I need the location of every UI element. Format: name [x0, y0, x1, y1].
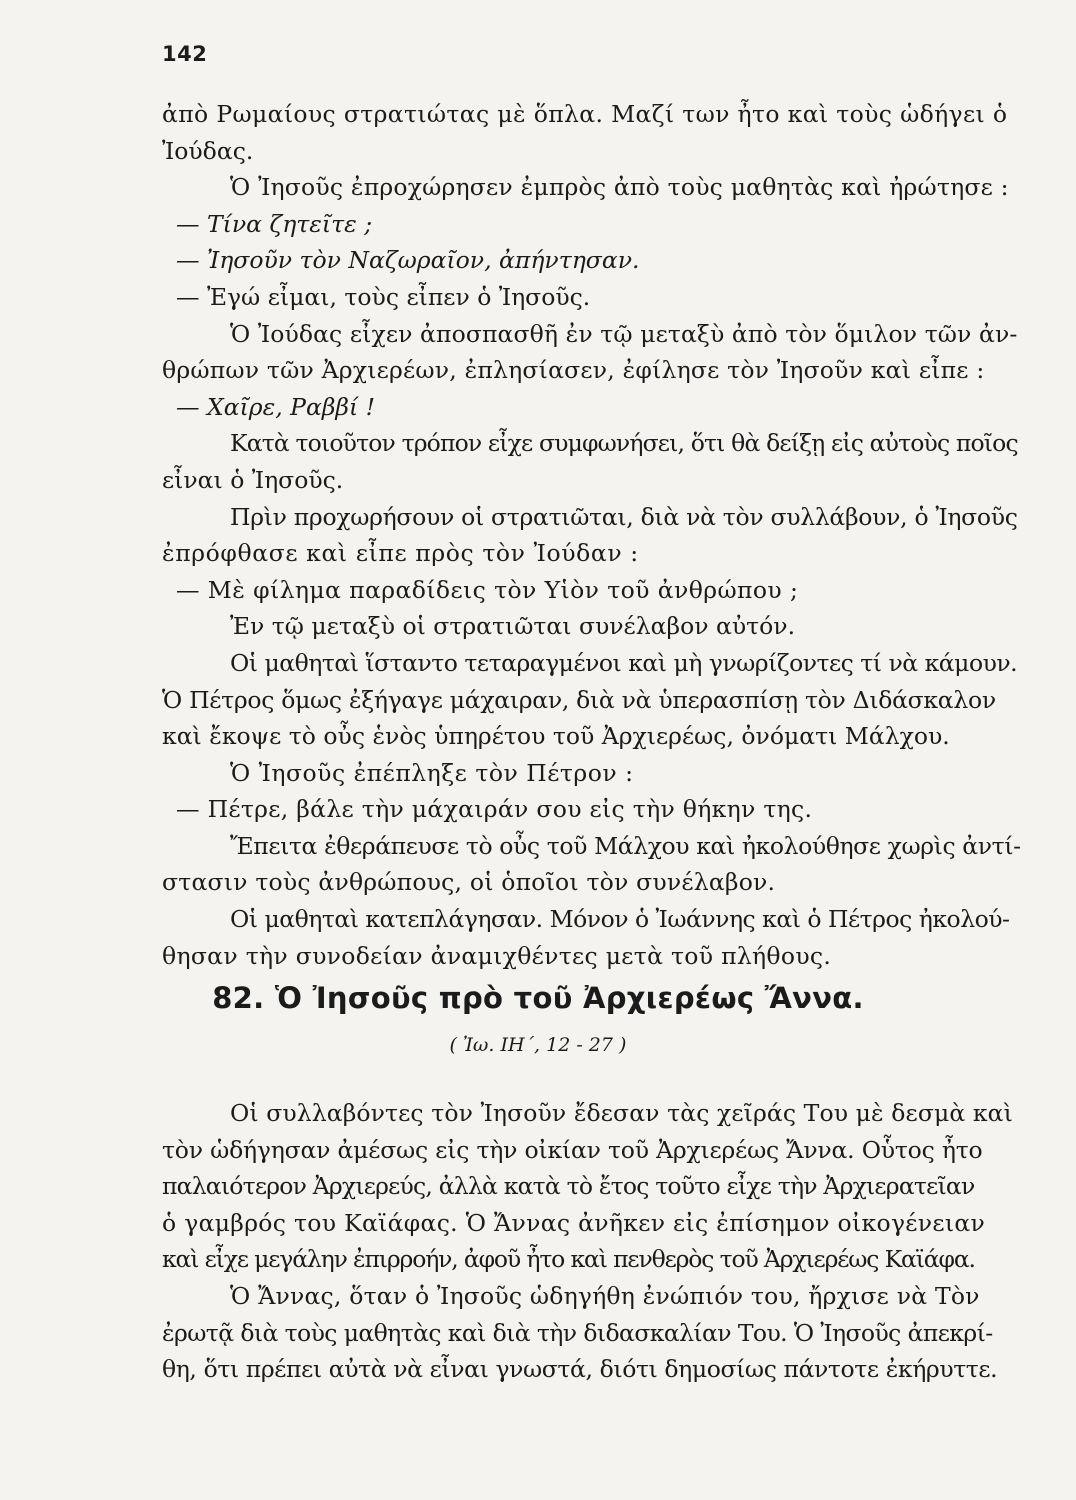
text-line: τὸν ὡδήγησαν ἀμέσως εἰς τὴν οἰκίαν τοῦ Ἀρχιερέως Ἄννα. Οὗτος ἦτο — [162, 1135, 983, 1164]
section-reference: ( Ἰω. ΙΗ΄, 12 - 27 ) — [449, 1034, 627, 1056]
text-line: στασιν τοὺς ἀνθρώπους, οἱ ὁποῖοι τὸν συνέλαβον. — [162, 868, 776, 897]
dialogue-line: — Πέτρε, βάλε τὴν μάχαιράν σου εἰς τὴν θήκην της. — [176, 795, 813, 824]
text-line: παλαιότερον Ἀρχιερεύς, ἀλλὰ κατὰ τὸ ἔτος τοῦτο εἶχε τὴν Ἀρχιερατεῖαν — [162, 1172, 975, 1201]
dialogue-line: — Μὲ φίλημα παραδίδεις τὸν Υἱὸν τοῦ ἀνθρώπου ; — [176, 575, 799, 604]
dialogue-line: — Τίνα ζητεῖτε ; — [176, 209, 373, 238]
dialogue-line: — Ἰησοῦν τὸν Ναζωραῖον, ἀπήντησαν. — [176, 246, 640, 275]
text-line: Ὁ Πέτρος ὅμως ἐξήγαγε μάχαιραν, διὰ νὰ ὑπερασπίσῃ τὸν Διδάσκαλον — [162, 685, 996, 714]
text-line: Οἱ συλλαβόντες τὸν Ἰησοῦν ἔδεσαν τὰς χεῖράς Του μὲ δεσμὰ καὶ — [230, 1099, 1013, 1127]
text-line: εἶναι ὁ Ἰησοῦς. — [162, 465, 344, 494]
text-line: καὶ ἔκοψε τὸ οὖς ἑνὸς ὑπηρέτου τοῦ Ἀρχιερέως, ὀνόματι Μάλχου. — [162, 722, 950, 751]
text-line: ἐρωτᾷ διὰ τοὺς μαθητὰς καὶ διὰ τὴν διδασκαλίαν Του. Ὁ Ἰησοῦς ἀπεκρί- — [162, 1318, 993, 1347]
text-line: Ὁ Ἰούδας εἶχεν ἀποσπασθῆ ἐν τῷ μεταξὺ ἀπὸ τὸν ὅμιλον τῶν ἀν- — [230, 319, 1018, 348]
text-line: Ἰούδας. — [162, 136, 254, 165]
upper-text-block — [162, 96, 1022, 974]
dialogue-line: — Χαῖρε, Ραββί ! — [176, 392, 376, 421]
dialogue-line: — Ἐγώ εἶμαι, τοὺς εἶπεν ὁ Ἰησοῦς. — [176, 282, 591, 311]
page-number: 142 — [162, 42, 208, 66]
text-line: Οἱ μαθηταὶ ἵσταντο τεταραγμένοι καὶ μὴ γνωρίζοντες τί νὰ κάμουν. — [230, 648, 1018, 677]
text-line: καὶ εἶχε μεγάλην ἐπιρροήν, ἀφοῦ ἦτο καὶ πενθερὸς τοῦ Ἀρχιερέως Καϊάφα. — [162, 1245, 975, 1274]
text-line: θρώπων τῶν Ἀρχιερέων, ἐπλησίασεν, ἐφίλησε τὸν Ἰησοῦν καὶ εἶπε : — [162, 356, 985, 385]
text-line: Οἱ μαθηταὶ κατεπλάγησαν. Μόνον ὁ Ἰωάννης καὶ ὁ Πέτρος ἠκολού- — [230, 905, 1010, 934]
text-line: Πρὶν προχωρήσουν οἱ στρατιῶται, διὰ νὰ τὸν συλλάβουν, ὁ Ἰησοῦς — [230, 502, 1018, 531]
text-line: Κατὰ τοιοῦτον τρόπον εἶχε συμφωνήσει, ὅτι θὰ δείξῃ εἰς αὐτοὺς ποῖος — [230, 429, 1018, 458]
text-line: Ὁ Ἄννας, ὅταν ὁ Ἰησοῦς ὡδηγήθη ἐνώπιόν του, ἤρχισε νὰ Τὸν — [230, 1281, 980, 1310]
text-line: θη, ὅτι πρέπει αὐτὰ νὰ εἶναι γνωστά, διότι δημοσίως πάντοτε ἐκήρυττε. — [162, 1355, 998, 1384]
lower-text-block — [162, 1095, 1022, 1388]
section-heading: 82. Ὁ Ἰησοῦς πρὸ τοῦ Ἀρχιερέως Ἄννα. — [212, 981, 864, 1015]
text-line: ἀπὸ Ρωμαίους στρατιώτας μὲ ὅπλα. Μαζί των ἦτο καὶ τοὺς ὡδήγει ὁ — [162, 100, 1008, 128]
text-line: Ὁ Ἰησοῦς ἐπέπληξε τὸν Πέτρον : — [230, 758, 634, 787]
text-line: ἐπρόφθασε καὶ εἶπε πρὸς τὸν Ἰούδαν : — [162, 539, 639, 568]
text-line: Ἔπειτα ἐθεράπευσε τὸ οὖς τοῦ Μάλχου καὶ ἠκολούθησε χωρὶς ἀντί- — [230, 831, 1021, 860]
text-line: ὁ γαμβρός του Καϊάφας. Ὁ Ἄννας ἀνῆκεν εἰς ἐπίσημον οἰκογένειαν — [162, 1208, 986, 1237]
text-line: Ἐν τῷ μεταξὺ οἱ στρατιῶται συνέλαβον αὐτόν. — [230, 612, 796, 641]
text-line: θησαν τὴν συνοδείαν ἀναμιχθέντες μετὰ τοῦ πλήθους. — [162, 941, 832, 970]
text-line: Ὁ Ἰησοῦς ἐπροχώρησεν ἐμπρὸς ἀπὸ τοὺς μαθητὰς καὶ ἠρώτησε : — [230, 173, 1009, 202]
